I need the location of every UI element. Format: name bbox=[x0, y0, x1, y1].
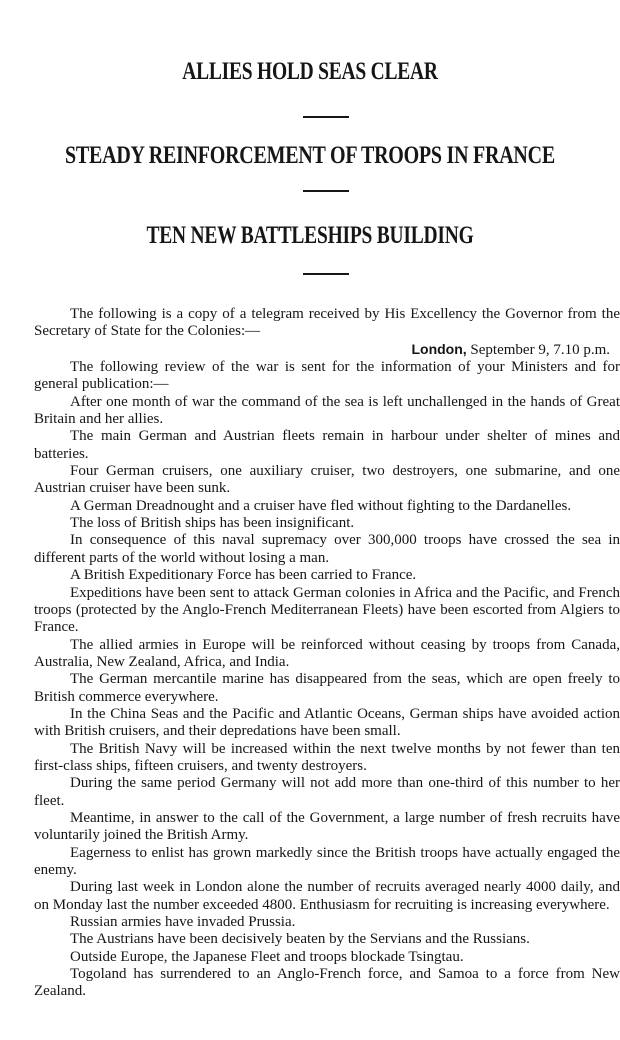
third-headline: TEN NEW BATTLESHIPS BUILDING bbox=[146, 222, 474, 249]
article-paragraph: In consequence of this naval supremacy over 300,000 troops have crossed the sea in different parts of the world without losing a man. bbox=[34, 532, 620, 566]
article-paragraph: The loss of British ships has been insignificant. bbox=[70, 515, 355, 532]
main-headline: ALLIES HOLD SEAS CLEAR bbox=[182, 58, 438, 85]
article-paragraph: The British Navy will be increased within the next twelve months by not fewer than ten first-class ships, fifteen cruisers, and twenty destroyers. bbox=[34, 740, 620, 774]
headline-divider bbox=[303, 190, 349, 192]
second-headline: STEADY REINFORCEMENT OF TROOPS IN FRANCE bbox=[65, 142, 555, 169]
article-paragraph: Meantime, in answer to the call of the Government, a large number of fresh recruits have voluntarily joined the British Army. bbox=[34, 809, 620, 844]
headline-divider bbox=[303, 273, 349, 275]
article-paragraph: Four German cruisers, one auxiliary cruiser, two destroyers, one submarine, and one Austrian cruiser have been sunk. bbox=[34, 463, 620, 497]
article-paragraph: Expeditions have been sent to attack German colonies in Africa and the Pacific, and French troops (protected by the Anglo-French Mediterranean Fleets) have been escorted from Algiers to France. bbox=[34, 584, 620, 636]
dateline-place: London, bbox=[411, 340, 467, 357]
article-paragraph: Togoland has surrendered to an Anglo-French force, and Samoa to a force from New Zealand. bbox=[34, 966, 620, 1000]
article-paragraph: After one month of war the command of the sea is left unchallenged in the hands of Great Britain and her allies. bbox=[34, 393, 620, 428]
article-paragraph: In the China Seas and the Pacific and Atlantic Oceans, German ships have avoided action with British cruisers, and their depredations have been small. bbox=[34, 705, 620, 740]
article-paragraph: The Austrians have been decisively beaten by the Servians and the Russians. bbox=[70, 931, 530, 948]
dateline-date: September 9, 7.10 p.m. bbox=[466, 341, 610, 358]
article-paragraph: The main German and Austrian fleets remain in harbour under shelter of mines and batteries. bbox=[34, 428, 620, 462]
article-paragraph: A German Dreadnought and a cruiser have fled without fighting to the Dardanelles. bbox=[70, 497, 572, 514]
article-paragraph: During last week in London alone the number of recruits averaged nearly 4000 daily, and on Monday last the number exceeded 4800. Enthusiasm for recruiting is increasing everywhere. bbox=[34, 879, 620, 913]
intro-paragraph: The following is a copy of a telegram received by His Excellency the Governor from the Secretary of State for the Colonies:— bbox=[34, 306, 620, 340]
article-paragraph: A British Expeditionary Force has been carried to France. bbox=[70, 567, 417, 584]
article-paragraph: The following review of the war is sent for the information of your Ministers and for general publication:— bbox=[34, 359, 620, 393]
article-body bbox=[34, 306, 620, 1001]
article-paragraph: Outside Europe, the Japanese Fleet and troops blockade Tsingtau. bbox=[70, 948, 464, 965]
headline-divider bbox=[303, 116, 349, 118]
article-paragraph: During the same period Germany will not add more than one-third of this number to her fleet. bbox=[34, 775, 620, 809]
article-paragraph: The German mercantile marine has disappeared from the seas, which are open freely to British commerce everywhere. bbox=[34, 671, 620, 705]
article-paragraph: Eagerness to enlist has grown markedly since the British troops have actually engaged the enemy. bbox=[34, 844, 620, 878]
article-paragraph: The allied armies in Europe will be reinforced without ceasing by troops from Canada, Australia, New Zealand, Africa, and India. bbox=[34, 636, 620, 670]
dateline bbox=[34, 341, 620, 359]
article-paragraph: Russian armies have invaded Prussia. bbox=[70, 914, 296, 931]
